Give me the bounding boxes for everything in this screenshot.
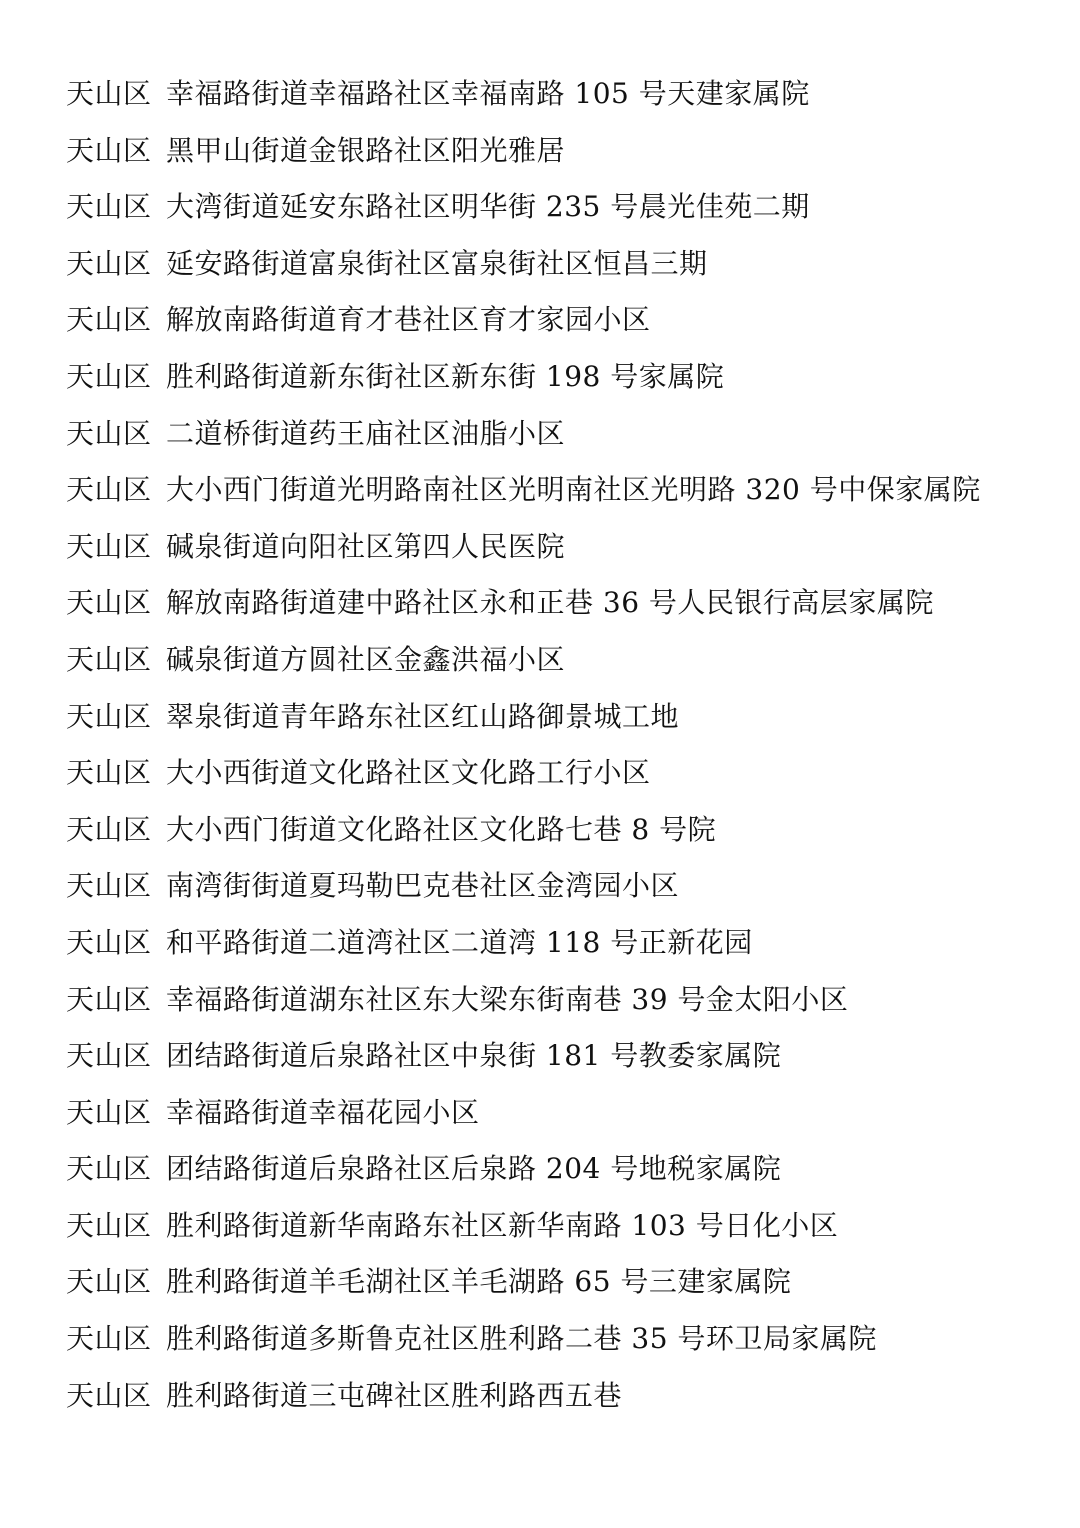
district-label: 天山区 bbox=[66, 1322, 152, 1356]
district-label: 天山区 bbox=[66, 190, 152, 224]
district-label: 天山区 bbox=[66, 1152, 152, 1186]
district-label: 天山区 bbox=[66, 133, 152, 167]
list-item bbox=[66, 1198, 1046, 1255]
district-label: 天山区 bbox=[66, 982, 152, 1016]
district-label: 天山区 bbox=[66, 246, 152, 280]
address-list bbox=[66, 66, 1046, 1424]
list-item bbox=[66, 406, 1046, 463]
district-label: 天山区 bbox=[66, 77, 152, 110]
district-label: 天山区 bbox=[66, 699, 152, 733]
address-text: 碱泉街道方圆社区金鑫洪福小区 bbox=[166, 642, 566, 676]
address-text: 胜利路街道三屯碑社区胜利路西五巷 bbox=[166, 1378, 623, 1412]
list-item bbox=[66, 349, 1046, 406]
district-label: 天山区 bbox=[66, 756, 152, 790]
list-item bbox=[66, 1368, 1046, 1425]
address-text: 大小西街道文化路社区文化路工行小区 bbox=[166, 756, 651, 790]
address-text: 延安路街道富泉街社区富泉街社区恒昌三期 bbox=[166, 246, 708, 280]
district-label: 天山区 bbox=[66, 642, 152, 676]
list-item bbox=[66, 179, 1046, 236]
district-label: 天山区 bbox=[66, 1208, 152, 1242]
address-text: 南湾街街道夏玛勒巴克巷社区金湾园小区 bbox=[166, 869, 680, 903]
list-item bbox=[66, 802, 1046, 859]
address-text: 解放南路街道建中路社区永和正巷 36 号人民银行高层家属院 bbox=[166, 586, 934, 620]
list-item bbox=[66, 236, 1046, 293]
district-label: 天山区 bbox=[66, 925, 152, 959]
list-item bbox=[66, 1311, 1046, 1368]
list-item bbox=[66, 632, 1046, 689]
district-label: 天山区 bbox=[66, 1265, 152, 1299]
address-text: 和平路街道二道湾社区二道湾 118 号正新花园 bbox=[166, 925, 753, 959]
district-label: 天山区 bbox=[66, 1378, 152, 1412]
list-item bbox=[66, 745, 1046, 802]
list-item bbox=[66, 123, 1046, 180]
address-text: 幸福路街道幸福路社区幸福南路 105 号天建家属院 bbox=[166, 77, 810, 110]
list-item bbox=[66, 1085, 1046, 1142]
district-label: 天山区 bbox=[66, 1095, 152, 1129]
district-label: 天山区 bbox=[66, 473, 152, 507]
address-text: 胜利路街道新华南路东社区新华南路 103 号日化小区 bbox=[166, 1208, 839, 1242]
list-item bbox=[66, 292, 1046, 349]
address-text: 幸福路街道幸福花园小区 bbox=[166, 1095, 480, 1129]
list-item bbox=[66, 462, 1046, 519]
address-text: 碱泉街道向阳社区第四人民医院 bbox=[166, 529, 566, 563]
list-item bbox=[66, 858, 1046, 915]
district-label: 天山区 bbox=[66, 1039, 152, 1073]
district-label: 天山区 bbox=[66, 529, 152, 563]
address-text: 翠泉街道青年路东社区红山路御景城工地 bbox=[166, 699, 680, 733]
address-text: 胜利路街道新东街社区新东街 198 号家属院 bbox=[166, 359, 725, 393]
address-text: 幸福路街道湖东社区东大梁东街南巷 39 号金太阳小区 bbox=[166, 982, 849, 1016]
district-label: 天山区 bbox=[66, 586, 152, 620]
district-label: 天山区 bbox=[66, 359, 152, 393]
list-item bbox=[66, 1254, 1046, 1311]
list-item bbox=[66, 1141, 1046, 1198]
address-text: 胜利路街道多斯鲁克社区胜利路二巷 35 号环卫局家属院 bbox=[166, 1322, 877, 1356]
address-text: 胜利路街道羊毛湖社区羊毛湖路 65 号三建家属院 bbox=[166, 1265, 792, 1299]
address-text: 团结路街道后泉路社区中泉街 181 号教委家属院 bbox=[166, 1039, 782, 1073]
district-label: 天山区 bbox=[66, 869, 152, 903]
list-item bbox=[66, 519, 1046, 576]
district-label: 天山区 bbox=[66, 303, 152, 337]
address-text: 二道桥街道药王庙社区油脂小区 bbox=[166, 416, 566, 450]
district-label: 天山区 bbox=[66, 812, 152, 846]
address-text: 团结路街道后泉路社区后泉路 204 号地税家属院 bbox=[166, 1152, 782, 1186]
address-text: 大小西门街道光明路南社区光明南社区光明路 320 号中保家属院 bbox=[166, 473, 981, 507]
list-item bbox=[66, 575, 1046, 632]
district-label: 天山区 bbox=[66, 416, 152, 450]
address-text: 黑甲山街道金银路社区阳光雅居 bbox=[166, 133, 566, 167]
address-text: 大小西门街道文化路社区文化路七巷 8 号院 bbox=[166, 812, 717, 846]
address-text: 大湾街道延安东路社区明华街 235 号晨光佳苑二期 bbox=[166, 190, 810, 224]
list-item bbox=[66, 689, 1046, 746]
list-item bbox=[66, 915, 1046, 972]
address-text: 解放南路街道育才巷社区育才家园小区 bbox=[166, 303, 651, 337]
list-item bbox=[66, 1028, 1046, 1085]
list-item bbox=[66, 66, 1046, 123]
list-item bbox=[66, 972, 1046, 1029]
